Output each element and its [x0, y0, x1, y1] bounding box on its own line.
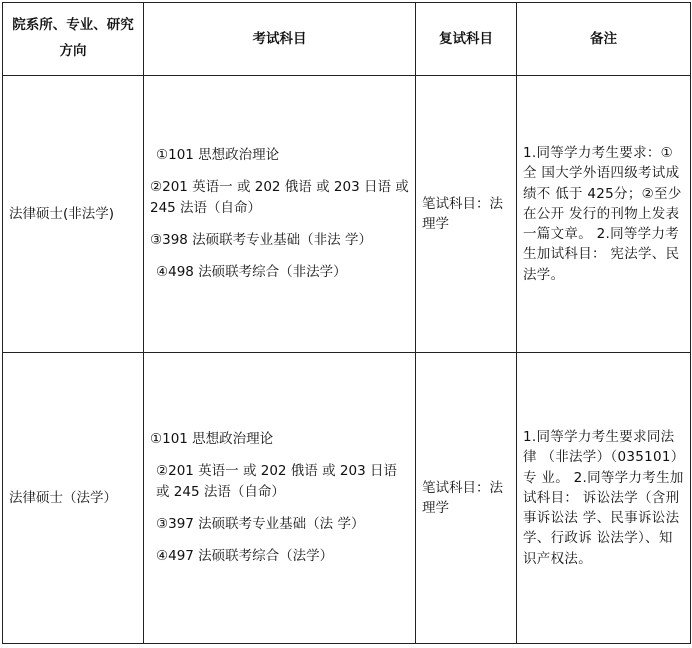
subject-item: ②201 英语一 或 202 俄语 或 203 日语 或 245 法语（自命） — [150, 179, 409, 217]
header-subjects: 考试科目 — [144, 3, 416, 76]
retest-cell: 笔试科目：法理学 — [416, 353, 517, 644]
subject-item: ④498 法硕联考综合（非法学） — [156, 263, 347, 280]
table-row — [3, 76, 691, 353]
exam-subjects-cell — [144, 353, 416, 644]
subject-item: ②201 英语一 或 202 俄语 或 203 日语 或 245 法语（自命） — [156, 463, 397, 501]
header-row — [3, 3, 691, 76]
subject-item: ③398 法硕联考专业基础（非法 学） — [150, 231, 372, 248]
program-name: 法律硕士(非法学) — [3, 76, 144, 353]
exam-subjects-table — [2, 2, 691, 644]
header-notes: 备注 — [517, 3, 691, 76]
notes-cell: 1.同等学力考生要求：①全 国大学外语四级考试成绩不 低于 425分；②至少在公开 发行的刊物上发表一篇文章。 2.同等学力考生加试科目： 宪法学、民法学。 — [517, 76, 691, 353]
subject-item: ④497 法硕联考综合（法学） — [156, 547, 334, 564]
header-dept: 院系所、专业、研究方向 — [3, 3, 144, 76]
subject-item: ③397 法硕联考专业基础（法 学） — [156, 515, 365, 532]
retest-cell: 笔试科目：法理学 — [416, 76, 517, 353]
header-retest: 复试科目 — [416, 3, 517, 76]
table-row — [3, 353, 691, 644]
notes-cell: 1.同等学力考生要求同法律 （非法学）（035101）专 业。 2.同等学力考生加试科目： 诉讼法学（含刑事诉讼法 学、民事诉讼法学、行政诉 讼法学）、知识产权法。 — [517, 353, 691, 644]
subject-item: ①101 思想政治理论 — [156, 147, 280, 164]
program-name: 法律硕士（法学） — [3, 353, 144, 644]
subject-item: ①101 思想政治理论 — [150, 431, 274, 448]
exam-subjects-cell — [144, 76, 416, 353]
